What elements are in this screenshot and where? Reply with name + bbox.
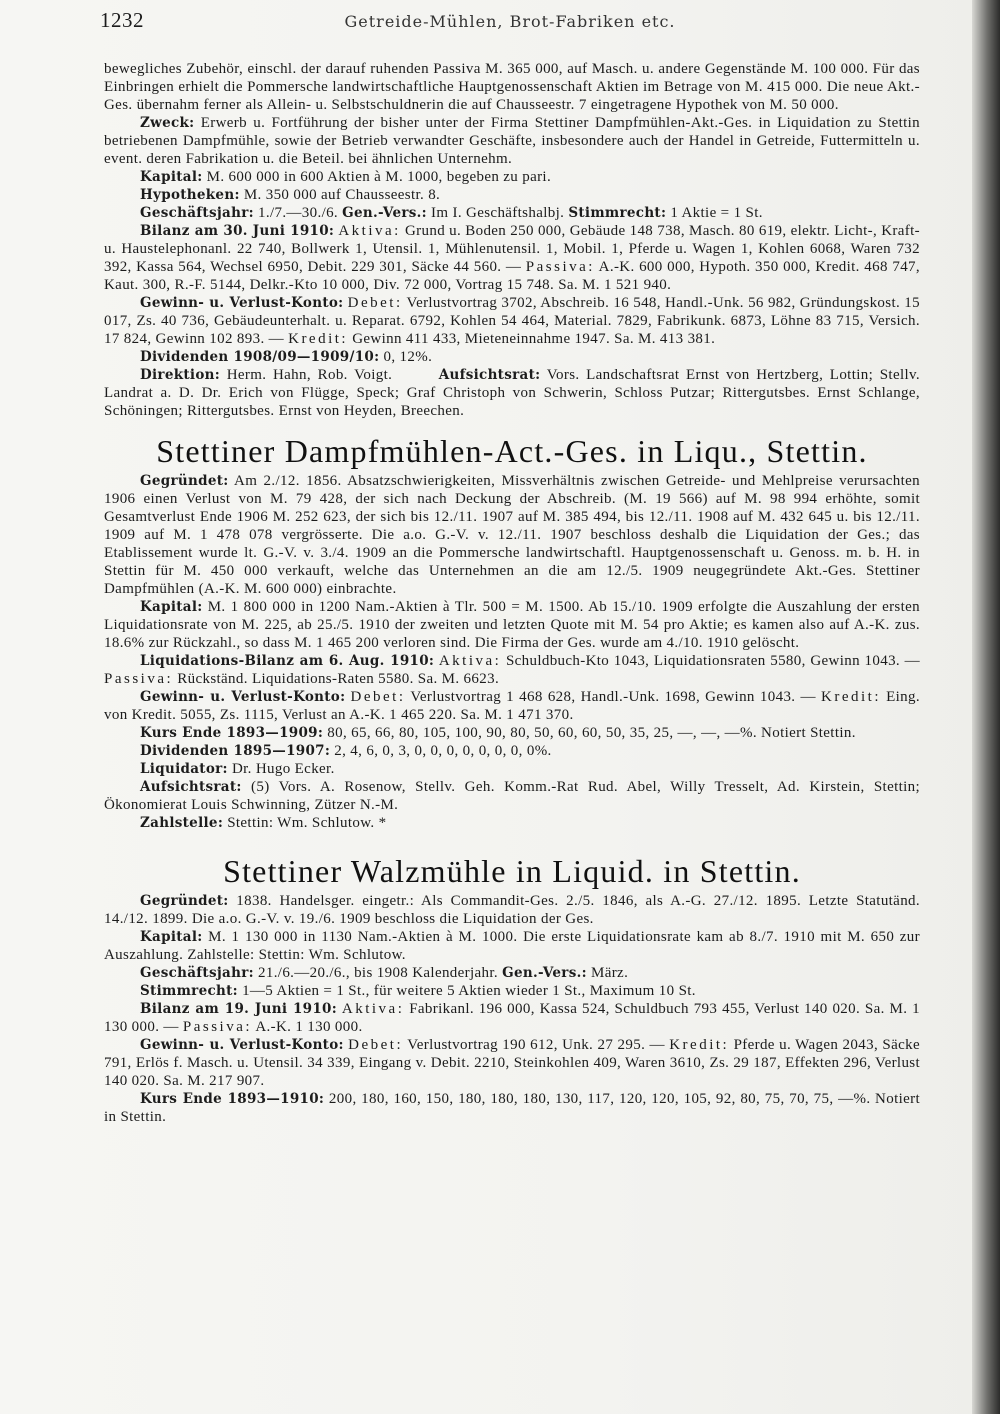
geschaeftsjahr-text: 1./7.—30./6.: [258, 205, 339, 221]
kapital-paragraph: [104, 928, 920, 964]
zweck-paragraph: [104, 114, 920, 168]
liquidations-bilanz-label: Liquidations-Bilanz am 6. Aug. 1910:: [140, 653, 435, 669]
aktiva-word: Aktiva:: [341, 1001, 405, 1017]
aktiva-text: Fabrikanl. 196 000, Kassa 524, Schuldbuch 793 455, Verlust 140 020. Sa. M. 1 130 000. —: [104, 1001, 921, 1035]
company-title-dampfmuehlen: Stettiner Dampfmühlen-Act.-Ges. in Liqu., Stettin.: [156, 433, 868, 469]
hypotheken-paragraph: [104, 186, 920, 204]
geschaeftsjahr-paragraph: [104, 204, 920, 222]
kurs-paragraph: [104, 724, 920, 742]
bilanz-paragraph: [104, 222, 920, 294]
debet-word: Debet:: [350, 689, 406, 705]
kapital-text: M. 1 800 000 in 1200 Nam.-Aktien à Tlr. 500 = M. 1500. Ab 15./10. 1909 erfolgte die Auszahlung der ersten Liquidationsrate von M. 225, ab 25./5. 1910 der zweiten und letzten Quote mit M. 54 pro Aktie; es kamen also auf A.-K. zus. 18.6% zur Rückzahl., so dass M. 1 465 200 verloren sind. Die Firma der Ges. wurde am 4./10. 1910 gelöscht.: [104, 599, 920, 651]
passiva-word: Passiva:: [182, 1019, 253, 1035]
kredit-word: Kredit:: [821, 689, 881, 705]
gegruendet-paragraph: [104, 472, 920, 598]
gegruendet-label: Gegründet:: [140, 893, 229, 909]
kurs-paragraph: [104, 1090, 920, 1126]
kapital-label: Kapital:: [140, 599, 203, 615]
gegruendet-text: 1838. Handelsger. eingetr.: Als Commandit-Ges. 2./5. 1846, als A.-G. 27./12. 1895. Letzte Statutänd. 14./12. 1899. Die a.o. G.-V. v. 19./6. 1909 beschloss die Liquidation der Ges.: [104, 893, 920, 927]
liquidator-label: Liquidator:: [140, 761, 228, 777]
debet-text: Verlustvortrag 190 612, Unk. 27 295. —: [407, 1037, 665, 1053]
page-content: [104, 60, 920, 1126]
bilanz-label: Bilanz am 19. Juni 1910:: [140, 1001, 338, 1017]
kapital-label: Kapital:: [140, 929, 203, 945]
passiva-text: A.-K. 1 130 000.: [255, 1019, 363, 1035]
genvers-text: März.: [591, 965, 629, 981]
debet-word: Debet:: [348, 1037, 404, 1053]
aufsichtsrat-text: (5) Vors. A. Rosenow, Stellv. Geh. Komm.-Rat Rud. Abel, Willy Tresselt, Ad. Kirstein, Stettin; Ökonomierat Louis Schwinning, Zützer N.-M.: [104, 779, 921, 813]
company-title-walzmuehle: Stettiner Walzmühle in Liquid. in Stettin.: [223, 853, 801, 889]
stimmrecht-label: Stimmrecht:: [568, 205, 667, 221]
page-header: [100, 8, 920, 38]
company-entry-walzmuehle: [104, 853, 921, 1126]
gewinn-label: Gewinn- u. Verlust-Konto:: [140, 689, 346, 705]
kredit-text: Gewinn 411 433, Mieteneinnahme 1947. Sa. M. 413 381.: [352, 331, 716, 347]
bilanz-paragraph: [104, 1000, 920, 1036]
kredit-word: Kredit:: [288, 331, 349, 347]
kredit-text: Eing. von Kredit. 5055, Zs. 1115, Verlust an A.-K. 1 465 220. Sa. M. 1 471 370.: [104, 689, 920, 723]
zahlstelle-label: Zahlstelle:: [140, 815, 224, 831]
geschaeftsjahr-label: Geschäftsjahr:: [140, 205, 254, 221]
geschaeftsjahr-paragraph: [104, 964, 920, 982]
kredit-word: Kredit:: [669, 1037, 730, 1053]
debet-text: Verlustvortrag 1 468 628, Handl.-Unk. 1698, Gewinn 1043. —: [410, 689, 816, 705]
direktion-label: Direktion:: [140, 367, 221, 383]
stimmrecht-label: Stimmrecht:: [140, 983, 238, 999]
hypotheken-text: M. 350 000 auf Chausseestr. 8.: [243, 187, 441, 203]
book-spine-shadow: [972, 0, 1000, 1414]
dividenden-paragraph: [104, 348, 920, 366]
kurs-text: 80, 65, 66, 80, 105, 100, 90, 80, 50, 60, 60, 50, 35, 25, —, —, —%. Notiert Stettin.: [327, 725, 856, 741]
aufsichtsrat-paragraph: [104, 778, 920, 814]
kapital-label: Kapital:: [140, 169, 203, 185]
aktiva-text: Grund u. Boden 250 000, Gebäude 148 738, Masch. 80 619, elektr. Licht-, Kraft- u. Haustelephonanl. 22 740, Bollwerk 1, Utensil. 1, Mühlenutensil. 1, Mobil. 1, Pferde u. Wagen 1, Kohlen 6068, Waren 732 392, Kassa 564, Wechsel 6950, Debit. 229 301, Säcke 44 560. —: [104, 223, 920, 275]
page-number: 1232: [100, 8, 144, 32]
hypotheken-label: Hypotheken:: [140, 187, 240, 203]
gewinn-paragraph: [104, 1036, 920, 1090]
kurs-label: Kurs Ende 1893—1910:: [140, 1091, 325, 1107]
passiva-word: Passiva:: [525, 259, 595, 275]
geschaeftsjahr-label: Geschäftsjahr:: [140, 965, 254, 981]
direktion-paragraph: [104, 366, 920, 420]
running-title: Getreide-Mühlen, Brot-Fabriken etc.: [344, 12, 676, 31]
zweck-label: Zweck:: [140, 115, 195, 131]
kapital-text: M. 600 000 in 600 Aktien à M. 1000, begeben zu pari.: [206, 169, 552, 185]
genvers-label: Gen.-Vers.:: [502, 965, 587, 981]
debet-text: Verlustvortrag 3702, Abschreib. 16 548, Handl.-Unk. 56 982, Gründungskost. 15 017, Zs. 40 736, Gebäudeunterhalt. u. Reparat. 6792, Kohlen 54 464, Material. 7829, Fabrikunk. 6873, Löhne 83 715, Versich. 17 824, Gewinn 102 893. —: [104, 295, 920, 347]
genvers-text: Im I. Geschäftshalbj.: [431, 205, 565, 221]
direktion-text: Herm. Hahn, Rob. Voigt.: [226, 367, 393, 383]
gegruendet-text: Am 2./12. 1856. Absatzschwierigkeiten, Missverhältnis zwischen Getreide- und Mehlpreise verursachten 1906 einen Verlust von M. 79 428, der sich nach Deckung der Abschreib. (M. 19 566) auf M. 98 994 erhöhte, somit Gesamtverlust Ende 1906 M. 252 623, der sich bis 12./11. 1907 auf M. 385 494, bis 12./11. 1908 auf M. 432 645 u. bis 12./11. 1909 auf M. 1 478 078 vergrösserte. Die a.o. G.-V. v. 12./11. 1907 beschloss deshalb die Liquidation der Ges.; das Etablissement wurde lt. G.-V. v. 3./4. 1909 an die Pommersche landwirtschaftl. Hauptgenossenschaft u. Genoss. m. b. H. in Stettin für M. 450 000 verkauft, welche das Unternehmen an die am 12./5. 1909 neugegründete Akt.-Ges. Stettiner Dampfmühlen (A.-K. M. 600 000) einbrachte.: [104, 473, 920, 597]
kapital-paragraph: [104, 598, 920, 652]
kredit-text: Pferde u. Wagen 2043, Säcke 791, Erlös f. Masch. u. Utensil. 34 339, Eingang v. Debit. 2210, Steinkohlen 409, Waren 3610, Zs. 29 187, Effekten 296, Verlust 140 020. Sa. M. 217 907.: [104, 1037, 920, 1089]
liquidator-text: Dr. Hugo Ecker.: [231, 761, 335, 777]
debet-word: Debet:: [347, 295, 403, 311]
stimmrecht-paragraph: [104, 982, 920, 1000]
gewinn-label: Gewinn- u. Verlust-Konto:: [140, 1037, 344, 1053]
gewinn-paragraph: [104, 688, 920, 724]
stimmrecht-text: 1 Aktie = 1 St.: [670, 205, 763, 221]
kurs-label: Kurs Ende 1893—1909:: [140, 725, 324, 741]
liquidations-bilanz-paragraph: [104, 652, 920, 688]
kurs-text: 200, 180, 160, 150, 180, 180, 180, 130, 117, 120, 120, 105, 92, 80, 75, 70, 75, —%. Notiert in Stettin.: [104, 1091, 920, 1125]
geschaeftsjahr-text: 21./6.—20./6., bis 1908 Kalenderjahr.: [258, 965, 499, 981]
stimmrecht-text: 1—5 Aktien = 1 St., für weitere 5 Aktien wieder 1 St., Maximum 10 St.: [242, 983, 696, 999]
bilanz-label: Bilanz am 30. Juni 1910:: [140, 223, 335, 239]
aufsichtsrat-label: Aufsichtsrat:: [140, 779, 242, 795]
zahlstelle-text: Stettin: Wm. Schlutow. *: [227, 815, 387, 831]
gegruendet-paragraph: [104, 892, 920, 928]
aktiva-word: Aktiva:: [438, 653, 502, 669]
aufsichtsrat-text: Vors. Landschaftsrat Ernst von Hertzberg, Lottin; Stellv. Landrat a. D. Dr. Erich von Flügge, Speck; Graf Christoph von Schwerin, Schloss Putzar; Rittergutsbes. Ernst Schlange, Schöningen; Rittergutsbes. Ernst von Heyden, Breechen.: [104, 367, 920, 419]
dividenden-text: 2, 4, 6, 0, 3, 0, 0, 0, 0, 0, 0, 0, 0%.: [334, 743, 552, 759]
aufsichtsrat-label: Aufsichtsrat:: [438, 367, 541, 383]
kapital-text: M. 1 130 000 in 1130 Nam.-Aktien à M. 1000. Die erste Liquidationsrate kam ab 8./7. 1910 mit M. 650 zur Auszahlung. Zahlstelle: Stettin: Wm. Schlutow.: [104, 929, 920, 963]
continued-company-entry: [104, 60, 920, 420]
dividenden-label: Dividenden 1895—1907:: [140, 743, 331, 759]
liquidator-paragraph: [104, 760, 920, 778]
dividenden-paragraph: [104, 742, 920, 760]
passiva-word: Passiva:: [104, 671, 174, 687]
intro-paragraph: bewegliches Zubehör, einschl. der darauf ruhenden Passiva M. 365 000, auf Masch. u. andere Gegenstände M. 100 000. Für das Einbringen erhielt die Pommersche landwirtschaftliche Hauptgenossenschaft Aktien im Betrage von M. 415 000. Die neue Akt.-Ges. übernahm ferner als Allein- u. Selbstschuldnerin die auf Chausseestr. 7 eingetragene Hypothek von M. 50 000.: [104, 61, 920, 113]
gegruendet-label: Gegründet:: [140, 473, 229, 489]
company-entry-dampfmuehlen: [104, 433, 921, 832]
dividenden-text: 0, 12%.: [383, 349, 433, 365]
dividenden-label: Dividenden 1908/09—1909/10:: [140, 349, 380, 365]
kapital-paragraph: [104, 168, 920, 186]
zahlstelle-paragraph: [104, 814, 920, 832]
gewinn-paragraph: [104, 294, 920, 348]
aktiva-word: Aktiva:: [338, 223, 401, 239]
genvers-label: Gen.-Vers.:: [342, 205, 427, 221]
passiva-text: A.-K. 600 000, Hypoth. 350 000, Kredit. 468 747, Kaut. 300, R.-F. 5144, Delkr.-Kto 10 000, Div. 72 000, Vortrag 15 748. Sa. M. 1 521 940.: [104, 259, 920, 293]
aktiva-text: Schuldbuch-Kto 1043, Liquidationsraten 5580, Gewinn 1043. —: [505, 653, 920, 669]
gewinn-label: Gewinn- u. Verlust-Konto:: [140, 295, 344, 311]
passiva-text: Rückständ. Liquidations-Raten 5580. Sa. M. 6623.: [177, 671, 500, 687]
zweck-text: Erwerb u. Fortführung der bisher unter der Firma Stettiner Dampfmühlen-Akt.-Ges. in Liquidation zu Stettin betriebenen Dampfmühle, sowie der Betrieb verwandter Geschäfte, insbesondere auch der Handel in Getreide, Futtermitteln u. event. deren Fabrikation u. die Beteil. bei ähnlichen Unternehm.: [104, 115, 921, 167]
